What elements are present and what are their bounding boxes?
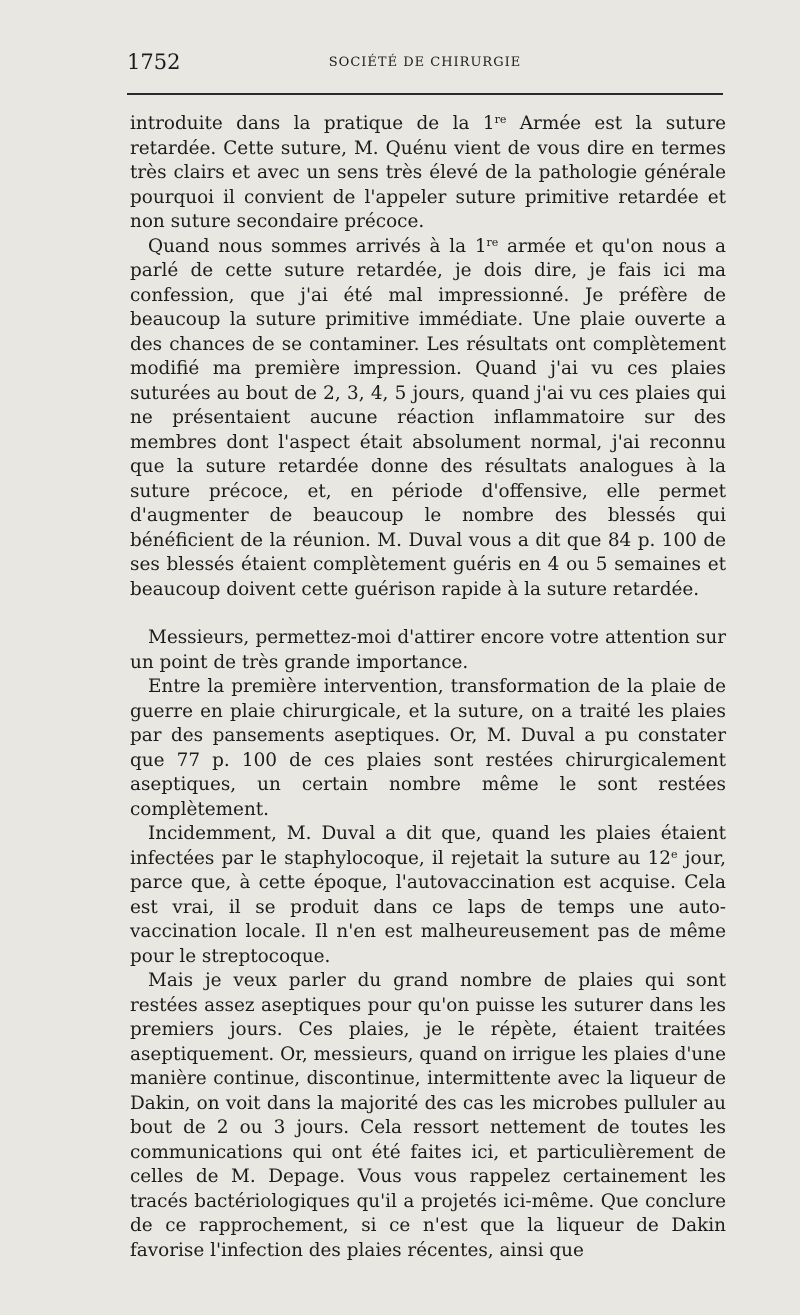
paragraph: [130, 822, 726, 969]
text-run: jour, parce que, à cette époque, l'autovaccination est acquise. Cela est vrai, il se produit dans ce laps de temps une auto-vaccination locale. Il n'en est malheureusement pas de même pour le streptocoque.: [130, 847, 726, 967]
paragraph: [130, 675, 726, 822]
text-run: Quand nous sommes arrivés à la 1: [148, 235, 487, 257]
article-body: [130, 112, 726, 1263]
superscript: e: [671, 847, 678, 861]
paragraph: [130, 235, 726, 603]
page-number: 1752: [127, 50, 181, 74]
text-run: Armée est la suture retardée. Cette suture, M. Quénu vient de vous dire en termes très clairs et avec un sens très élevé de la pathologie générale pourquoi il convient de l'appeler suture primitive retardée et non suture secondaire précoce.: [130, 113, 726, 232]
paragraph-gap: [130, 602, 726, 626]
text-run: introduite dans la pratique de la 1: [130, 113, 495, 134]
text-run: armée et qu'on nous a parlé de cette suture retardée, je dois dire, je fais ici ma confession, que j'ai été mal impressionné. Je préfère de beaucoup la suture primitive immédiate. Une plaie ouverte a des chances de se contaminer. Les résultats ont complètement modifié ma première impression. Quand j'ai vu ces plaies suturées au bout de 2, 3, 4, 5 jours, quand j'ai vu ces plaies qui ne présentaient aucune réaction inflammatoire sur des membres dont l'aspect était absolument normal, j'ai reconnu que la suture retardée donne des résultats analogues à la suture précoce, et, en période d'offensive, elle permet d'augmenter de beaucoup le nombre des blessés qui bénéficient de la réunion. M. Duval vous a dit que 84 p. 100 de ses blessés étaient complètement guéris en 4 ou 5 semaines et beaucoup doivent cette guérison rapide à la suture retardée.: [130, 235, 726, 600]
paragraph: [130, 626, 726, 675]
running-title: SOCIÉTÉ DE CHIRURGIE: [328, 55, 522, 70]
text-run: Incidemment, M. Duval a dit que, quand les plaies étaient infectées par le staphylocoque, il rejetait la suture au 12: [130, 823, 726, 869]
text-run: Mais je veux parler du grand nombre de plaies qui sont restées assez aseptiques pour qu'on puisse les suturer dans les premiers jours. Ces plaies, je le répète, étaient traitées aseptiquement. Or, messieurs, quand on irrigue les plaies d'une manière continue, discontinue, intermittente avec la liqueur de Dakin, on voit dans la majorité des cas les microbes pulluler au bout de 2 ou 3 jours. Cela ressort nettement de toutes les communications qui ont été faites ici, et particulièrement de celles de M. Depage. Vous vous rappelez certainement les tracés bactériologiques qu'il a projetés ici-même. Que conclure de ce rapprochement, si ce n'est que la liqueur de Dakin favorise l'infection des plaies récentes, ainsi que: [130, 970, 726, 1261]
page-header: [127, 50, 723, 76]
superscript: re: [494, 113, 507, 126]
superscript: re: [486, 235, 499, 249]
text-run: Entre la première intervention, transformation de la plaie de guerre en plaie chirurgicale, et la suture, on a traité les plaies par des pansements aseptiques. Or, M. Duval a pu constater que 77 p. 100 de ces plaies sont restées chirurgicalement aseptiques, un certain nombre même le sont restées complètement.: [130, 676, 726, 820]
text-run: Messieurs, permettez-moi d'attirer encore votre attention sur un point de très grande importance.: [130, 627, 726, 673]
header-rule: [127, 93, 723, 95]
paragraph: [130, 969, 726, 1263]
paragraph: [130, 112, 726, 235]
